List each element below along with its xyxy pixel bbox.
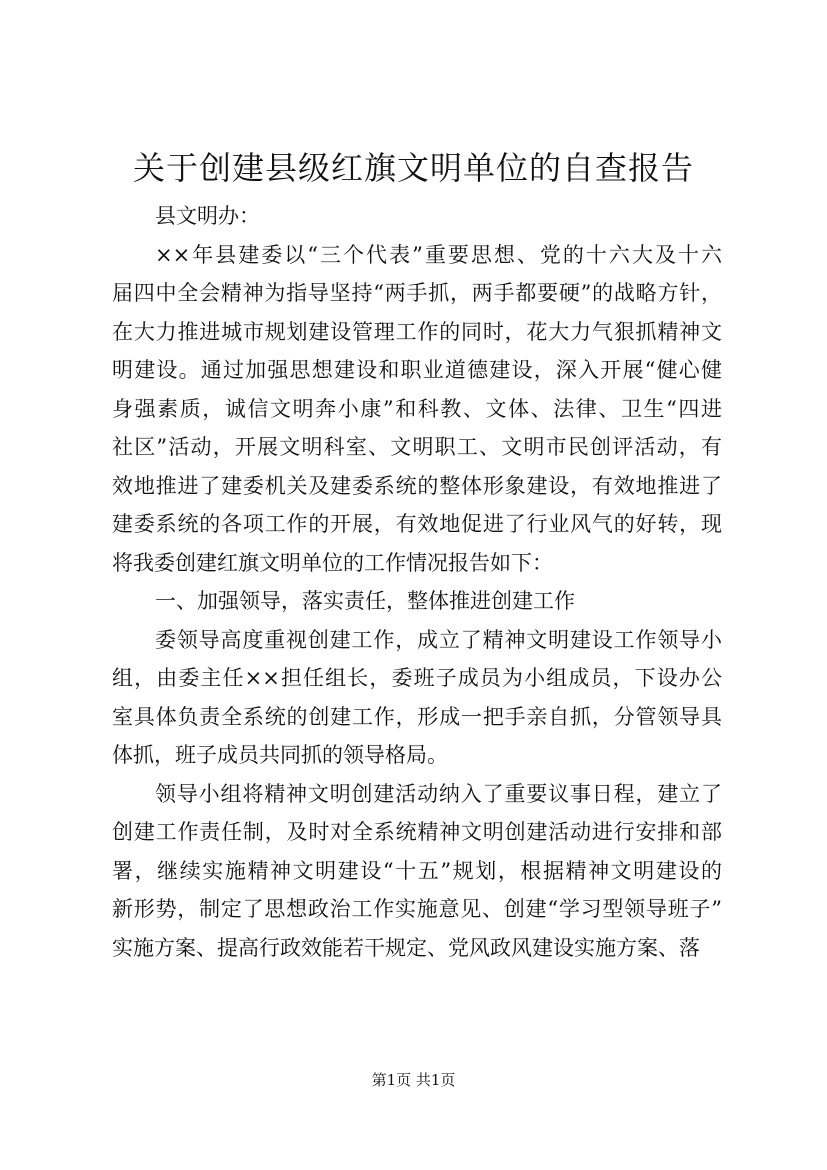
paragraph-line: 委领导高度重视创建工作，成立了精神文明建设工作领导小 bbox=[155, 627, 722, 652]
page-footer: 第1页 共1页 bbox=[371, 1071, 456, 1089]
document-title: 关于创建县级红旗文明单位的自查报告 bbox=[132, 149, 694, 187]
paragraph-line: ××年县建委以“三个代表”重要思想、党的十六大及十六 bbox=[155, 242, 722, 267]
paragraph-line: 体抓，班子成员共同抓的领导格局。 bbox=[112, 743, 448, 767]
paragraph-line: 社区”活动，开展文明科室、文明职工、文明市民创评活动，有 bbox=[112, 435, 722, 459]
paragraph-line: 建委系统的各项工作的开展，有效地促进了行业风气的好转，现 bbox=[112, 512, 722, 536]
paragraph-line: 明建设。通过加强思想建设和职业道德建设，深入开展“健心健 bbox=[112, 358, 722, 382]
paragraph-line: 效地推进了建委机关及建委系统的整体形象建设，有效地推进了 bbox=[112, 473, 722, 498]
paragraph-line: 新形势，制定了思想政治工作实施意见、创建“学习型领导班子” bbox=[112, 897, 722, 921]
paragraph-line: 领导小组将精神文明创建活动纳入了重要议事日程，建立了 bbox=[155, 781, 722, 806]
paragraph-line: 届四中全会精神为指导坚持“两手抓，两手都要硬”的战略方针， bbox=[112, 281, 722, 305]
paragraph-line: 署，继续实施精神文明建设“十五”规划，根据精神文明建设的 bbox=[112, 858, 722, 883]
paragraph-line: 创建工作责任制，及时对全系统精神文明创建活动进行安排和部 bbox=[112, 820, 722, 844]
paragraph-line: 身强素质，诚信文明奔小康”和科教、文体、法律、卫生“四进 bbox=[112, 396, 722, 421]
document-body bbox=[112, 197, 722, 967]
paragraph-line: 组，由委主任××担任组长，委班子成员为小组成员，下设办公 bbox=[112, 666, 722, 690]
paragraph-line: 实施方案、提高行政效能若干规定、党风政风建设实施方案、落 bbox=[112, 935, 700, 960]
paragraph-line: 将我委创建红旗文明单位的工作情况报告如下： bbox=[112, 550, 553, 575]
paragraph-line: 室具体负责全系统的创建工作，形成一把手亲自抓，分管领导具 bbox=[112, 704, 722, 729]
paragraph-line: 一、加强领导，落实责任，整体推进创建工作 bbox=[155, 589, 575, 613]
salutation: 县文明办： bbox=[155, 204, 260, 228]
paragraph-line: 在大力推进城市规划建设管理工作的同时，花大力气狠抓精神文 bbox=[112, 319, 722, 344]
